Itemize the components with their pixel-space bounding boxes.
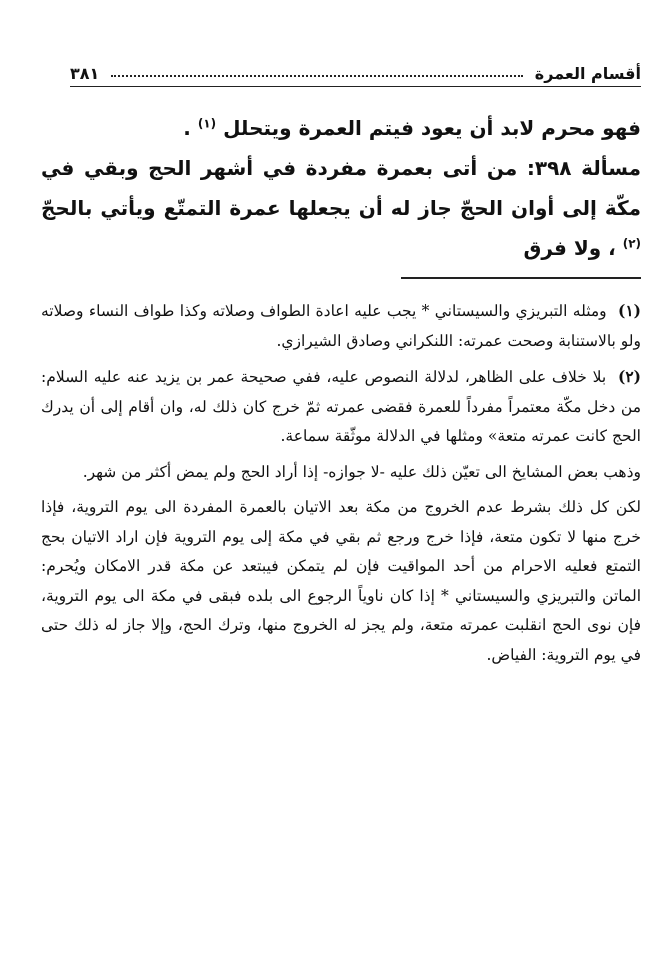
footnotes xyxy=(41,296,641,676)
running-title: أقسام العمرة xyxy=(534,63,641,83)
main-line1-text: فهو محرم لابد أن يعود فيتم العمرة ويتحلل xyxy=(223,116,641,140)
footnote-paragraph-3: وذهب بعض المشايخ الى تعيّن ذلك عليه -لا جوازه- إذا أراد الحج ولم يمض أكثر من شهر. xyxy=(82,462,641,481)
footnote-2-text: بلا خلاف على الظاهر، لدلالة النصوص عليه، ففي صحيحة عمر بن يزيد عنه عليه السلام: من دخل مكّة معتمراً مفرداً للعمرة فقضى عمرته ثمّ خرج كان ذلك له، وان أقام إلى أن يدرك الحج كانت عمرته متعة» ومثلها في الدلالة موثّقة سماعة. xyxy=(41,368,641,445)
main-paragraph-1 xyxy=(41,108,641,148)
footnote-paragraph-4: لكن كل ذلك بشرط عدم الخروج من مكة بعد الاتيان بالعمرة المفردة الى يوم التروية، فإذا خرج منها لا تكون متعة، فإذا خرج ورجع ثم بقي في مكة إلى يوم التروية فإن اراد الاتيان بحج التمتع فعليه الاحرام من أحد المواقيت فإن لم يتمكن فيبتعد عن مكة قدر الامكان ويُحرم: الماتن والتبريزي والسيستاني * إذا كان ناوياً الرجوع الى بلده فبقى في مكة الى يوم التروية، فإن نوى الحج انقلبت عمرته متعة، ولم يجز له الخروج منها، وترك الحج، وإلا جاز له ذلك حتى في يوم التروية: الفياض. xyxy=(41,498,641,664)
footnote-2 xyxy=(41,362,641,452)
footnote-1-text: ومثله التبريزي والسيستاني * يجب عليه اعادة الطواف وصلاته وكذا طواف النساء وصلاته ولو بالاستنابة وصحت عمرته: اللنكراني وصادق الشيرازي. xyxy=(41,302,641,350)
running-header xyxy=(70,60,641,87)
footnote-ref-2: (٢) xyxy=(622,236,641,251)
dot-leader xyxy=(111,75,523,77)
footnote-1-number: (١) xyxy=(617,301,641,320)
footnote-separator xyxy=(401,277,641,279)
footnote-ref-1: (١) xyxy=(197,116,217,131)
page-number: ٣٨١ xyxy=(70,63,100,83)
issue-paragraph xyxy=(41,148,641,268)
issue-end: ، ولا فرق xyxy=(523,236,616,260)
issue-text: من أتى بعمرة مفردة في أشهر الحج وبقي في مكّة إلى أوان الحجّ جاز له أن يجعلها عمرة التمتّع ويأتي بالحجّ xyxy=(41,156,641,220)
footnote-2-number: (٢) xyxy=(617,367,641,386)
main-line1-end: . xyxy=(183,116,191,140)
issue-label: مسألة ٣٩٨: xyxy=(526,156,641,180)
footnote-1 xyxy=(41,296,641,356)
main-text xyxy=(41,108,641,268)
